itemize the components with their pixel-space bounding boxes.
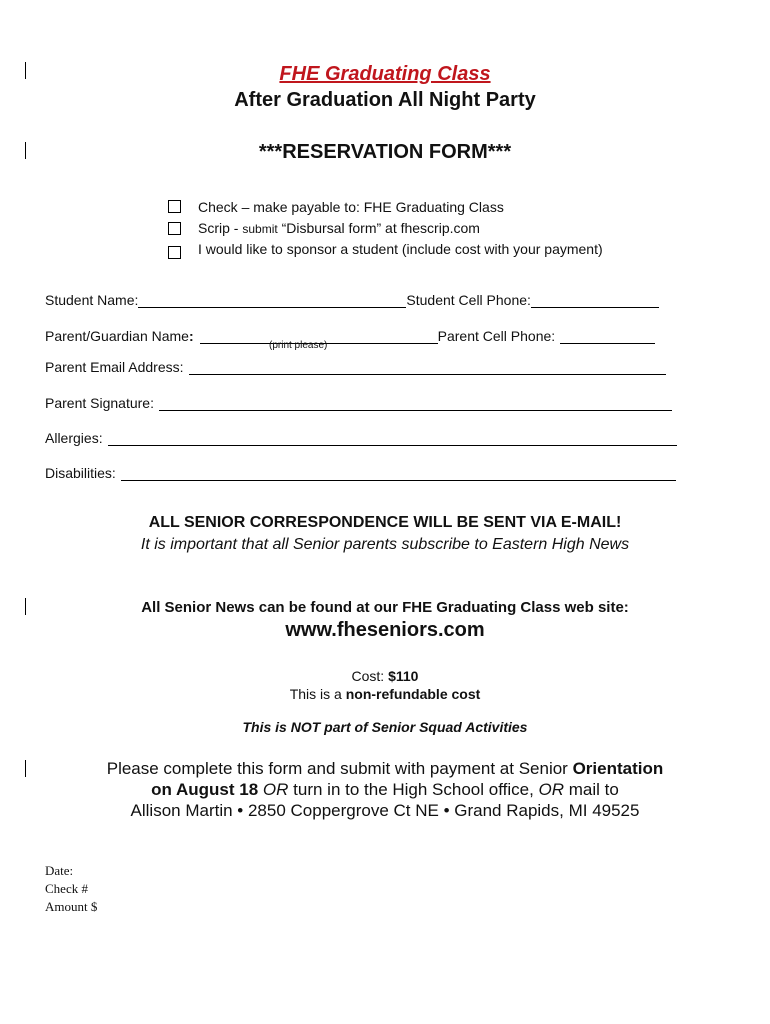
office-use-block: [45, 862, 97, 916]
disabilities-field[interactable]: [121, 466, 676, 481]
student-cell-field[interactable]: [531, 293, 659, 308]
email-row: [45, 355, 666, 375]
cost-line: Cost: $110: [351, 668, 419, 684]
parent-name-colon: :: [188, 328, 194, 344]
event-title: After Graduation All Night Party: [234, 89, 536, 111]
parent-signature-label: Parent Signature:: [45, 395, 154, 411]
student-cell-label: Student Cell Phone:: [406, 292, 531, 308]
checkbox-sponsor[interactable]: [168, 242, 181, 262]
student-name-label: Student Name:: [45, 292, 139, 308]
parent-email-field[interactable]: [189, 360, 666, 375]
disabilities-row: [45, 461, 676, 481]
option-sponsor-label: I would like to sponsor a student (include cost with your payment): [198, 241, 603, 257]
parent-row: [45, 324, 655, 344]
parent-cell-label: Parent Cell Phone:: [437, 328, 556, 344]
checkbox-check[interactable]: [168, 196, 181, 216]
student-name-field[interactable]: [138, 293, 406, 308]
disabilities-label: Disabilities:: [45, 465, 116, 481]
parent-email-label: Parent Email Address:: [45, 359, 184, 375]
allergies-row: [45, 426, 677, 446]
allergies-field[interactable]: [108, 431, 677, 446]
refund-line: This is a non-refundable cost: [289, 686, 481, 702]
print-please-hint: (print please): [269, 340, 328, 351]
form-org-title: FHE Graduating Class: [279, 63, 491, 85]
subscribe-notice: It is important that all Senior parents subscribe to Eastern High News: [140, 536, 630, 553]
news-notice: All Senior News can be found at our FHE Graduating Class web site:: [141, 599, 629, 616]
option-scrip-label: Scrip - submit “Disbursal form” at fhescrip.com: [198, 220, 480, 236]
parent-cell-field[interactable]: [560, 329, 655, 344]
cost-block: [0, 667, 770, 703]
website-link[interactable]: www.fheseniors.com: [285, 619, 485, 641]
checkbox-scrip[interactable]: [168, 218, 181, 238]
option-check-label: Check – make payable to: FHE Graduating Class: [198, 199, 504, 215]
check-number-label: Check #: [45, 881, 88, 896]
form-title: ***RESERVATION FORM***: [258, 141, 512, 163]
submission-instructions: Please complete this form and submit with payment at Senior Orientation on August 18 OR turn in to the High School office, OR mail to Allison Martin • 2850 Coppergrove Ct NE • Grand Rapids, MI 49525: [0, 758, 770, 821]
mailing-address: Allison Martin • 2850 Coppergrove Ct NE • Grand Rapids, MI 49525: [130, 801, 640, 820]
parent-signature-field[interactable]: [159, 396, 672, 411]
email-notice: ALL SENIOR CORRESPONDENCE WILL BE SENT VIA E-MAIL!: [148, 514, 622, 531]
signature-row: [45, 391, 672, 411]
parent-name-label: Parent/Guardian Name: [45, 328, 189, 344]
student-row: [45, 288, 659, 308]
amount-label: Amount $: [45, 899, 98, 914]
allergies-label: Allergies:: [45, 430, 103, 446]
date-label: Date:: [45, 863, 74, 878]
not-part-notice: This is NOT part of Senior Squad Activities: [242, 719, 528, 735]
